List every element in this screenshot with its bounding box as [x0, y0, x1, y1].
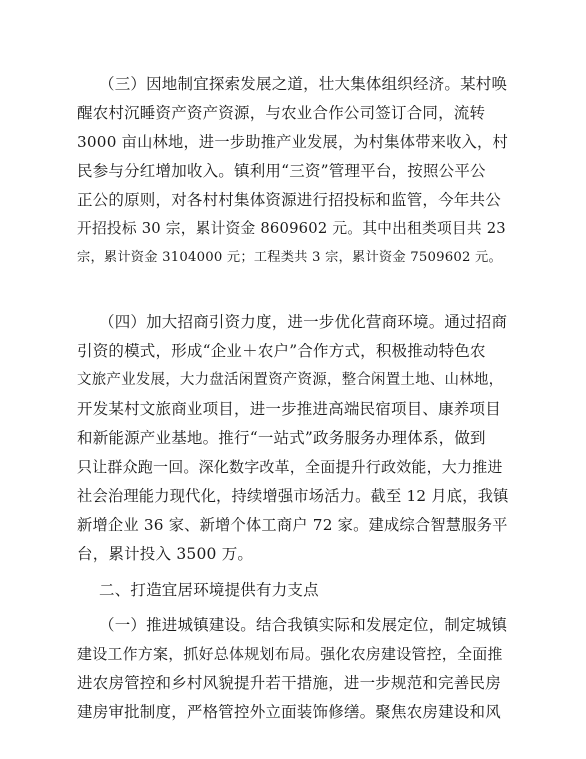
text-line: 民参与分红增加收入。镇利用“三资”管理平台，按照公平公	[77, 162, 486, 180]
text-line: 只让群众跑一回。深化数字改革，全面提升行政效能，大力推进	[77, 458, 503, 476]
text-line: 和新能源产业基地。推行“一站式”政务服务办理体系，做到	[77, 429, 486, 447]
text-line: 进农房管控和乡村风貌提升若干措施，进一步规范和完善民房	[77, 674, 501, 692]
section-heading: 二、打造宜居环境提供有力支点	[99, 581, 319, 599]
text-line: 台，累计投入 3500 万。	[77, 545, 254, 563]
text-line: 社会治理能力现代化，持续增强市场活力。截至 12 月底，我镇	[77, 487, 509, 505]
text-line: 新增企业 36 家、新增个体工商户 72 家。建成综合智慧服务平	[77, 516, 508, 534]
text-line: 建设工作方案，抓好总体规划布局。强化农房建设管控，全面推	[77, 645, 503, 663]
text-line: 正公的原则，对各村村集体资源进行招投标和监管，今年共公	[77, 191, 501, 209]
text-line: （三）因地制宜探索发展之道，壮大集体组织经济。某村唤	[99, 75, 508, 93]
text-line: 引资的模式，形成“企业＋农户”合作方式，积极推动特色农	[77, 342, 486, 360]
text-line: 开招投标 30 宗，累计资金 8609602 元。其中出租类项目共 23	[77, 220, 506, 237]
text-line: （四）加大招商引资力度，进一步优化营商环境。通过招商	[99, 313, 508, 331]
text-line: 开发某村文旅商业项目，进一步推进高端民宿项目、康养项目	[77, 400, 501, 418]
text-line: 醒农村沉睡资产资产资源，与农业合作公司签订合同，流转	[77, 104, 486, 122]
text-line: 建房审批制度，严格管控外立面装饰修缮。聚焦农房建设和风	[77, 703, 501, 721]
text-line: 3000 亩山林地，进一步助推产业发展，为村集体带来收入，村	[77, 133, 508, 151]
text-line: （一）推进城镇建设。结合我镇实际和发展定位，制定城镇	[99, 616, 508, 634]
text-line: 文旅产业发展，大力盘活闲置资产资源，整合闲置土地、山林地，	[77, 372, 504, 388]
text-line: 宗，累计资金 3104000 元；工程类共 3 宗，累计资金 7509602 元。	[77, 250, 502, 265]
